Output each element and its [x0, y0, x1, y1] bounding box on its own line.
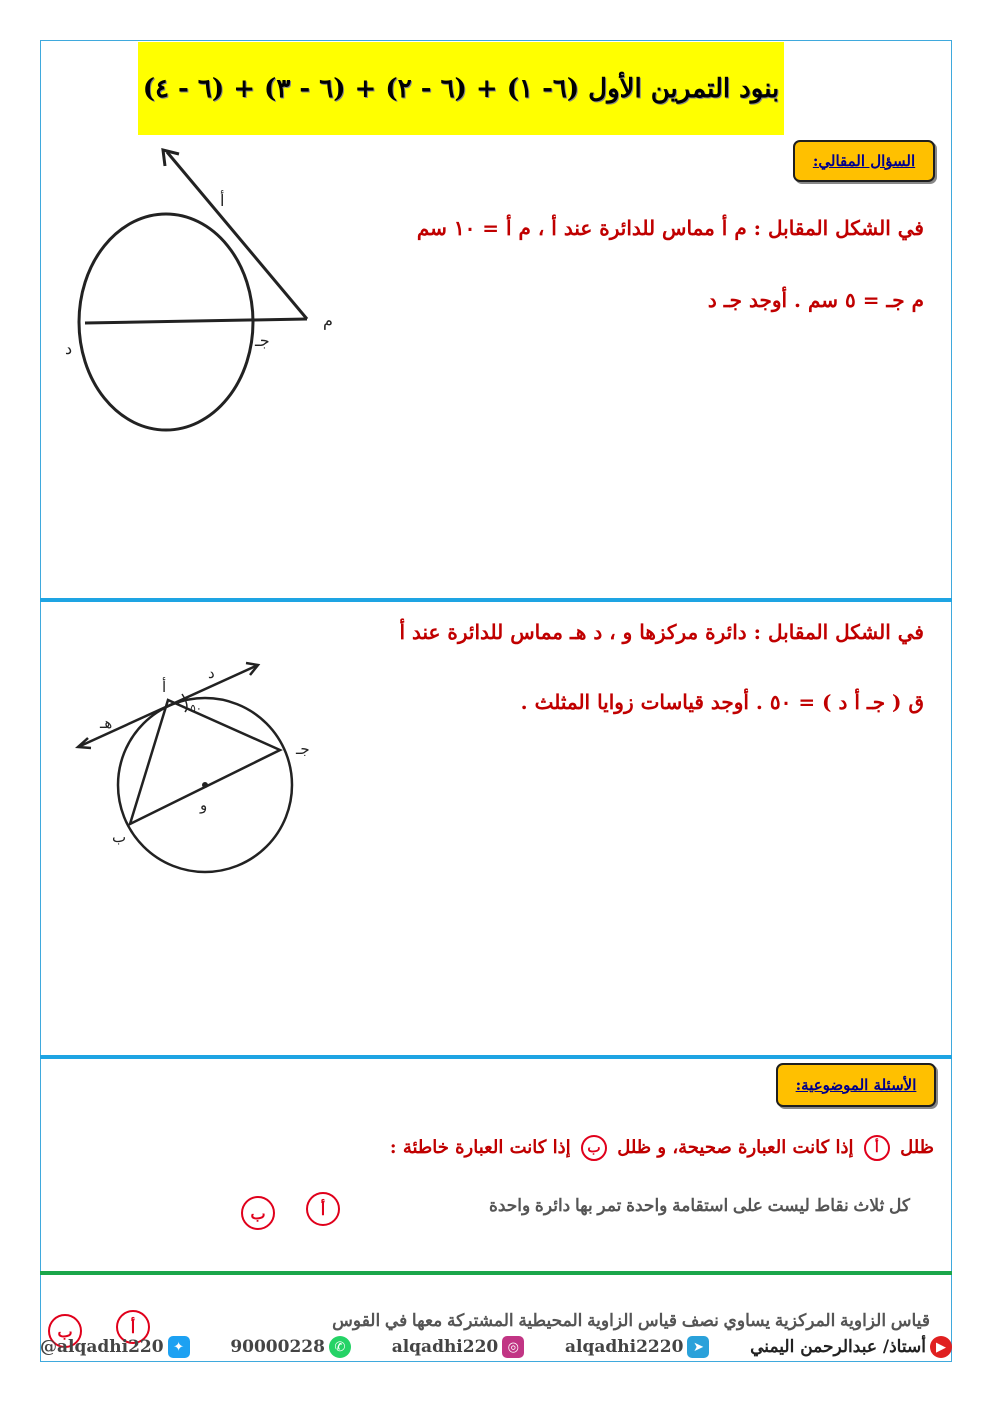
center-point	[202, 782, 208, 788]
figure2-label-h: هـ	[100, 714, 113, 732]
section-divider-3	[40, 1271, 952, 1275]
tangent-line	[167, 152, 307, 319]
secant-line	[85, 319, 307, 323]
figure1-label-d: د	[65, 339, 73, 358]
figure2-label-j: جـ	[296, 740, 310, 758]
section-divider-2	[40, 1055, 952, 1059]
q1-false-choice[interactable]: ب	[241, 1196, 275, 1230]
page-title: بنود التمرين الأول (٦- ١) + (٦ - ٢) + (٦ - ٣) + (٦ - ٤)	[142, 73, 780, 104]
instruction-true-choice: أ	[864, 1135, 890, 1161]
footer-instagram[interactable]: alqadhi220 ◎	[392, 1336, 525, 1358]
figure2-label-w: و	[200, 796, 208, 814]
tf-question-1: كل ثلاث نقاط ليست على استقامة واحدة تمر بها دائرة واحدة	[488, 1196, 910, 1215]
figure1-label-a: أ	[220, 191, 225, 210]
instagram-icon: ◎	[502, 1336, 524, 1358]
twitter-icon: ✦	[168, 1336, 190, 1358]
figure2-label-d: د	[208, 664, 215, 682]
figure2-label-a: أ	[162, 678, 167, 696]
objective-instruction: ظلل أ إذا كانت العبارة صحيحة، و ظلل ب إذا كانت العبارة خاطئة :	[390, 1135, 934, 1161]
question1-line2: م جـ = ٥ سم . أوجد جـ د	[707, 288, 924, 312]
title-banner	[138, 42, 784, 135]
footer-whatsapp[interactable]: 90000228 ✆	[230, 1336, 351, 1358]
q2-false-choice[interactable]: ب	[48, 1314, 82, 1348]
footer-twitter[interactable]: @alqadhi220 ✦	[40, 1336, 190, 1358]
whatsapp-icon: ✆	[329, 1336, 351, 1358]
question2-line2: ق ( جـ أ د ) = ٥٠ . أوجد قياسات زوايا المثلث .	[520, 690, 924, 714]
q1-true-choice[interactable]: أ	[306, 1192, 340, 1226]
figure1-label-m: م	[323, 311, 333, 330]
figure1-label-j: جـ	[255, 331, 270, 350]
essay-question-label: السؤال المقالي:	[793, 140, 935, 182]
tf-question-2: قياس الزاوية المركزية يساوي نصف قياس الزاوية المحيطية المشتركة معها في القوس	[332, 1311, 930, 1330]
section-divider-1	[40, 598, 952, 602]
youtube-icon: ▶	[930, 1336, 952, 1358]
angle-label: ٥٠	[190, 702, 202, 715]
tangent-line	[78, 665, 258, 747]
footer-bar	[40, 1330, 952, 1364]
question1-line1: في الشكل المقابل : م أ مماس للدائرة عند أ ، م أ = ١٠ سم	[416, 216, 924, 240]
question2-line1: في الشكل المقابل : دائرة مركزها و ، د هـ مماس للدائرة عند أ	[399, 620, 924, 644]
footer-telegram[interactable]: alqadhi2220 ➤	[565, 1336, 709, 1358]
figure2-label-b: ب	[112, 828, 127, 846]
telegram-icon: ➤	[687, 1336, 709, 1358]
tangent-secant-figure	[55, 140, 355, 440]
q2-true-choice[interactable]: أ	[116, 1310, 150, 1344]
circle-triangle-figure	[60, 650, 330, 890]
objective-questions-label: الأسئلة الموضوعية:	[776, 1063, 936, 1107]
instruction-false-choice: ب	[581, 1135, 607, 1161]
footer-teacher: أستاذ/ عبدالرحمن اليمني ▶	[750, 1336, 952, 1358]
